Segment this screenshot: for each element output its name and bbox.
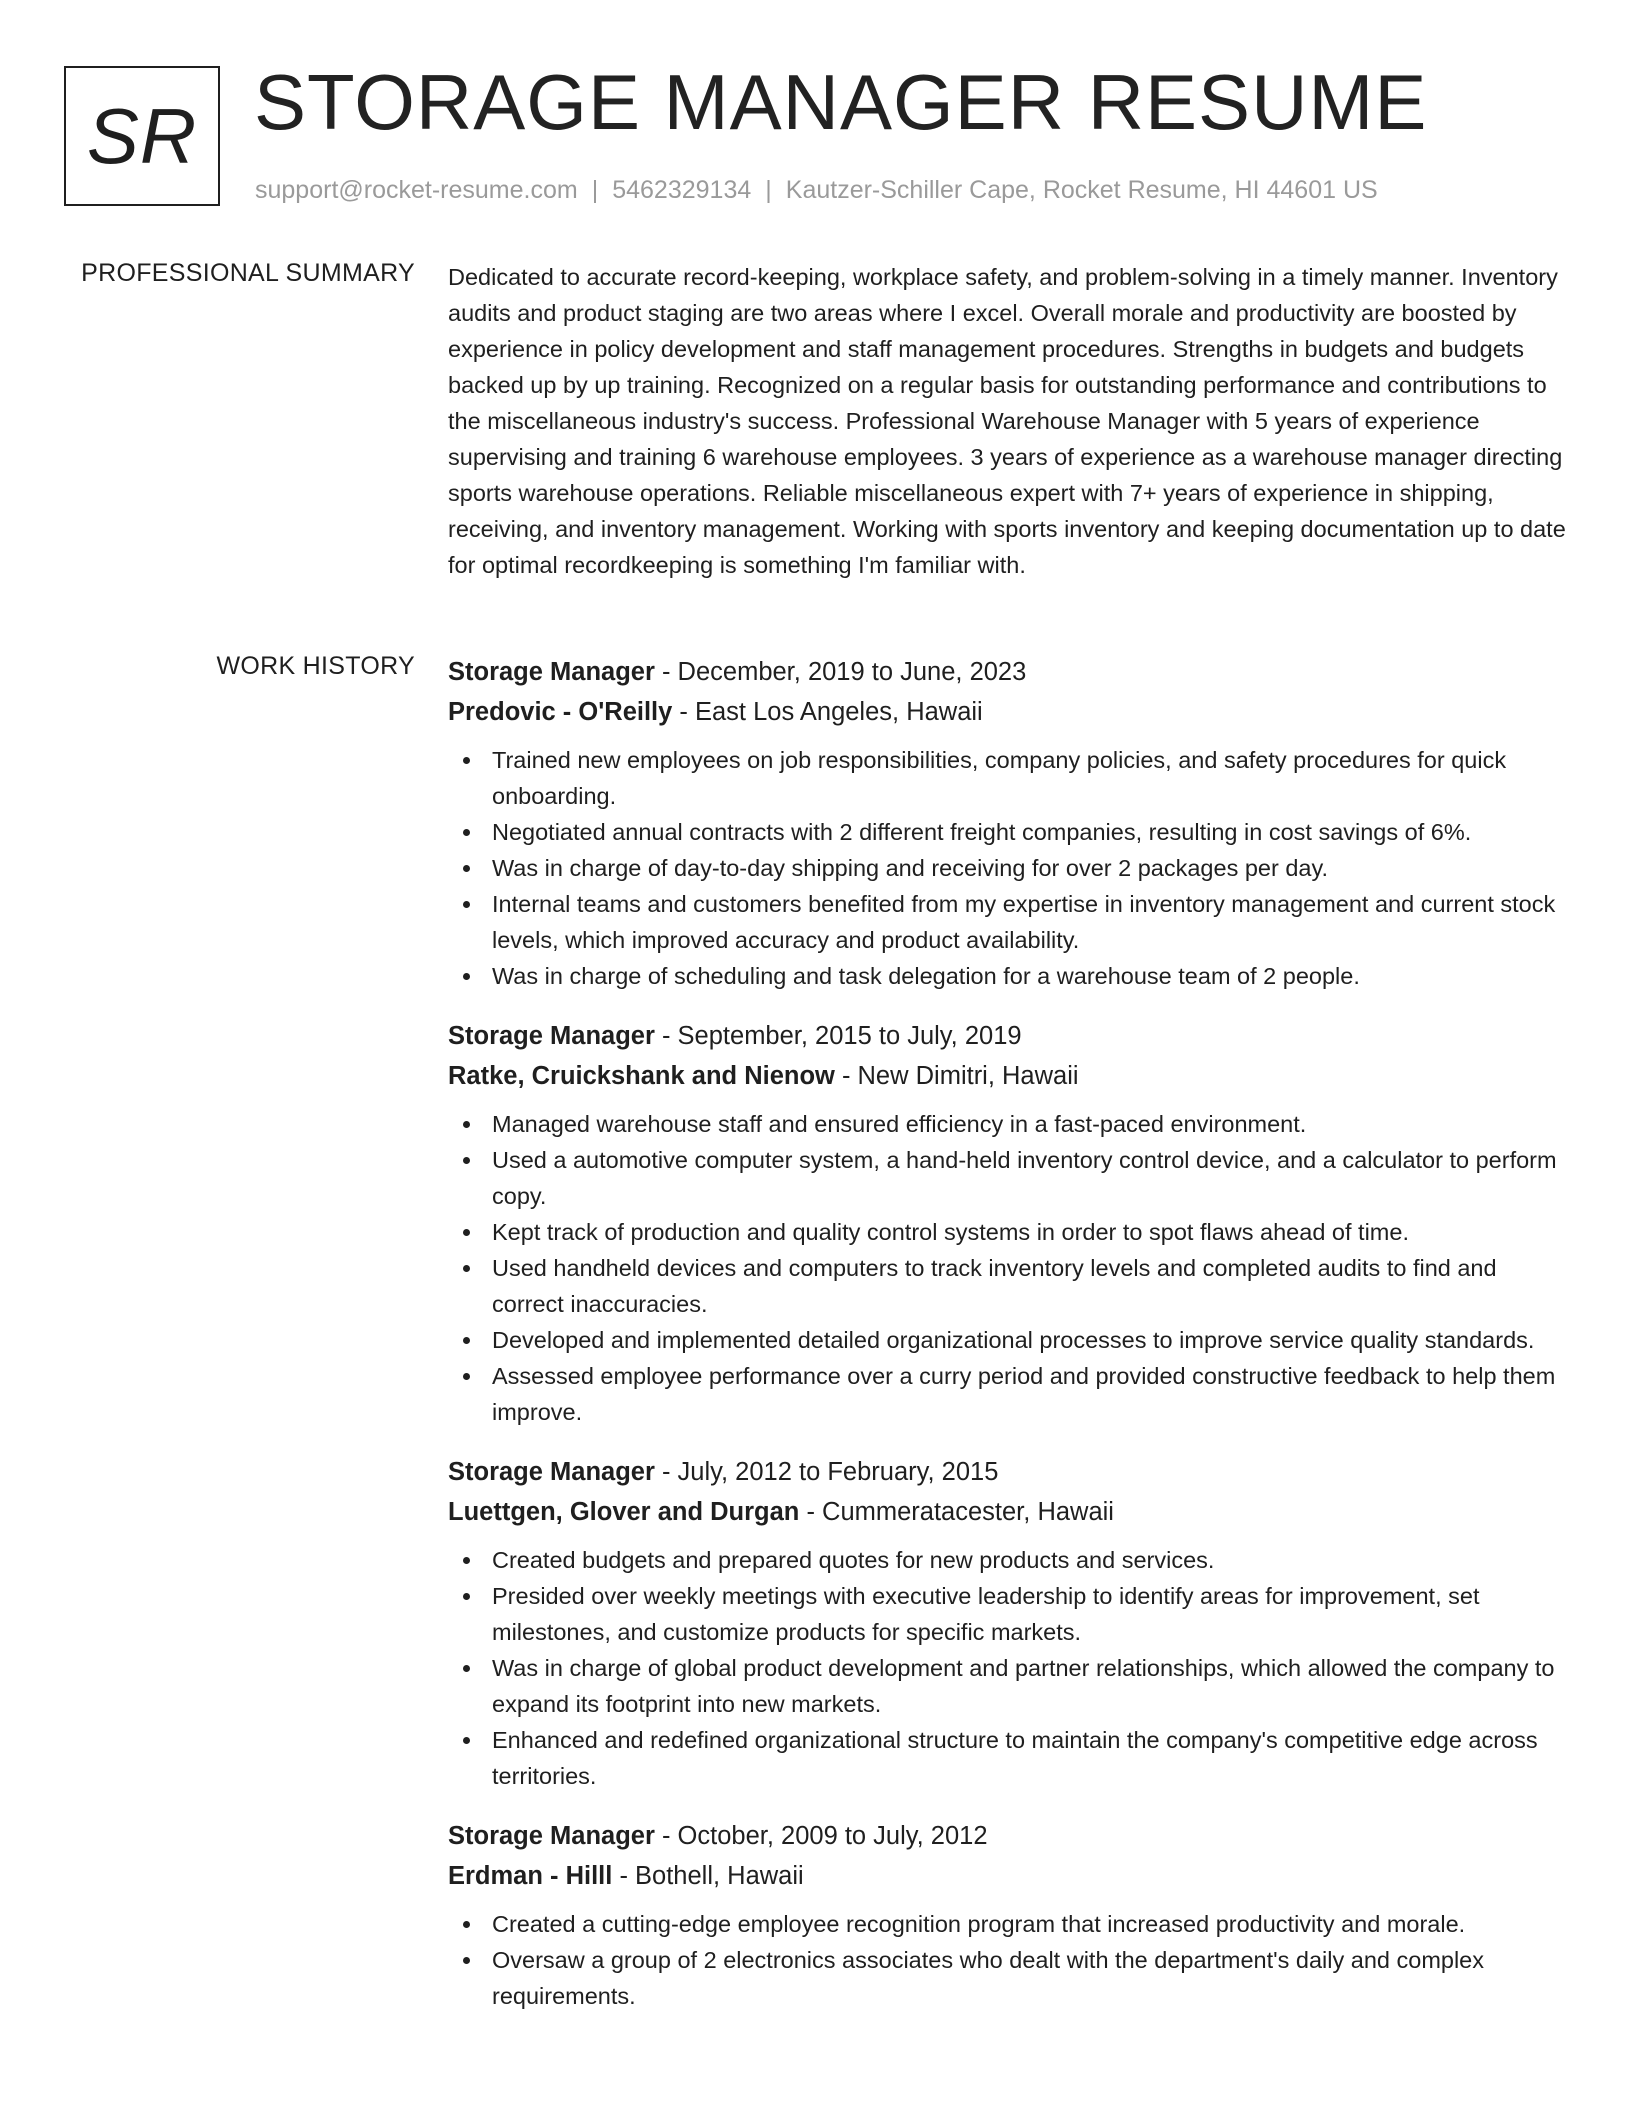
contact-phone: 5462329134 xyxy=(612,176,752,204)
job-location: - Bothell, Hawaii xyxy=(612,1862,804,1890)
job-bullet: Presided over weekly meetings with executive leadership to identify areas for improvement, set milestones, and customize products for specific markets. xyxy=(448,1578,1568,1650)
job-bullet: Was in charge of scheduling and task delegation for a warehouse team of 2 people. xyxy=(448,958,1568,994)
contact-separator: | xyxy=(591,176,599,204)
job-bullet: Kept track of production and quality control systems in order to spot flaws ahead of time. xyxy=(448,1214,1568,1250)
job-bullet: Created budgets and prepared quotes for new products and services. xyxy=(448,1542,1568,1578)
job-bullet: Used handheld devices and computers to track inventory levels and completed audits to find and correct inaccuracies. xyxy=(448,1250,1568,1322)
work-history-list xyxy=(448,652,1568,2036)
job-location: - Cummeratacester, Hawaii xyxy=(799,1498,1114,1526)
job-bullet: Created a cutting-edge employee recognition program that increased productivity and morale. xyxy=(448,1906,1568,1942)
job-title-line xyxy=(448,652,1568,692)
job-entry xyxy=(448,1452,1568,1794)
job-bullet: Enhanced and redefined organizational structure to maintain the company's competitive edge across territories. xyxy=(448,1722,1568,1794)
monogram-initials: SR xyxy=(86,91,198,180)
job-entry xyxy=(448,1016,1568,1430)
job-title: Storage Manager xyxy=(448,1022,655,1050)
monogram-badge xyxy=(64,66,220,206)
page-title: STORAGE MANAGER RESUME xyxy=(254,58,1428,146)
job-title-line xyxy=(448,1452,1568,1492)
job-company-line xyxy=(448,692,1568,732)
summary-section-label: PROFESSIONAL SUMMARY xyxy=(81,259,415,287)
job-entry xyxy=(448,652,1568,994)
job-bullet-list xyxy=(448,1106,1568,1430)
contact-address: Kautzer-Schiller Cape, Rocket Resume, HI 44601 US xyxy=(785,176,1378,204)
job-company: Ratke, Cruickshank and Nienow xyxy=(448,1062,835,1090)
job-title-line xyxy=(448,1816,1568,1856)
contact-separator: | xyxy=(765,176,772,204)
job-bullet: Managed warehouse staff and ensured efficiency in a fast-paced environment. xyxy=(448,1106,1568,1142)
job-company-line xyxy=(448,1856,1568,1896)
job-bullet-list xyxy=(448,1906,1568,2014)
job-title: Storage Manager xyxy=(448,658,655,686)
job-bullet: Oversaw a group of 2 electronics associates who dealt with the department's daily and complex requirements. xyxy=(448,1942,1568,2014)
contact-email: support@rocket-resume.com xyxy=(255,176,578,204)
job-bullet-list xyxy=(448,1542,1568,1794)
job-company: Luettgen, Glover and Durgan xyxy=(448,1498,800,1526)
job-dates: - October, 2009 to July, 2012 xyxy=(654,1822,988,1850)
job-company: Erdman - Hilll xyxy=(448,1862,613,1890)
job-location: - East Los Angeles, Hawaii xyxy=(672,698,983,726)
job-bullet: Internal teams and customers benefited from my expertise in inventory management and current stock levels, which improved accuracy and product availability. xyxy=(448,886,1568,958)
job-location: - New Dimitri, Hawaii xyxy=(834,1062,1079,1090)
job-bullet: Was in charge of global product development and partner relationships, which allowed the company to expand its footprint into new markets. xyxy=(448,1650,1568,1722)
job-title: Storage Manager xyxy=(448,1458,655,1486)
summary-text: Dedicated to accurate record-keeping, workplace safety, and problem-solving in a timely manner. Inventory audits and product staging are two areas where I excel. Overall morale and productivity are boosted by experience in policy development and staff management procedures. Strengths in budgets and budgets backed up by up training. Recognized on a regular basis for outstanding performance and contributions to the miscellaneous industry's success. Professional Warehouse Manager with 5 years of experience supervising and training 6 warehouse employees. 3 years of experience as a warehouse manager directing sports warehouse operations. Reliable miscellaneous expert with 7+ years of experience in shipping, receiving, and inventory management. Working with sports inventory and keeping documentation up to date for optimal recordkeeping is something I'm familiar with. xyxy=(448,264,1566,578)
contact-line xyxy=(255,172,1378,208)
job-company: Predovic - O'Reilly xyxy=(448,698,673,726)
job-bullet: Negotiated annual contracts with 2 different freight companies, resulting in cost savings of 6%. xyxy=(448,814,1568,850)
job-dates: - September, 2015 to July, 2019 xyxy=(654,1022,1022,1050)
job-title-line xyxy=(448,1016,1568,1056)
job-company-line xyxy=(448,1056,1568,1096)
work-history-section-label: WORK HISTORY xyxy=(216,652,415,680)
job-title: Storage Manager xyxy=(448,1822,655,1850)
job-bullet: Assessed employee performance over a curry period and provided constructive feedback to help them improve. xyxy=(448,1358,1568,1430)
job-bullet: Trained new employees on job responsibilities, company policies, and safety procedures for quick onboarding. xyxy=(448,742,1568,814)
job-bullet: Was in charge of day-to-day shipping and receiving for over 2 packages per day. xyxy=(448,850,1568,886)
job-bullet-list xyxy=(448,742,1568,994)
job-dates: - July, 2012 to February, 2015 xyxy=(654,1458,999,1486)
job-bullet: Used a automotive computer system, a hand-held inventory control device, and a calculator to perform copy. xyxy=(448,1142,1568,1214)
job-entry xyxy=(448,1816,1568,2014)
job-dates: - December, 2019 to June, 2023 xyxy=(654,658,1027,686)
job-company-line xyxy=(448,1492,1568,1532)
job-bullet: Developed and implemented detailed organizational processes to improve service quality standards. xyxy=(448,1322,1568,1358)
